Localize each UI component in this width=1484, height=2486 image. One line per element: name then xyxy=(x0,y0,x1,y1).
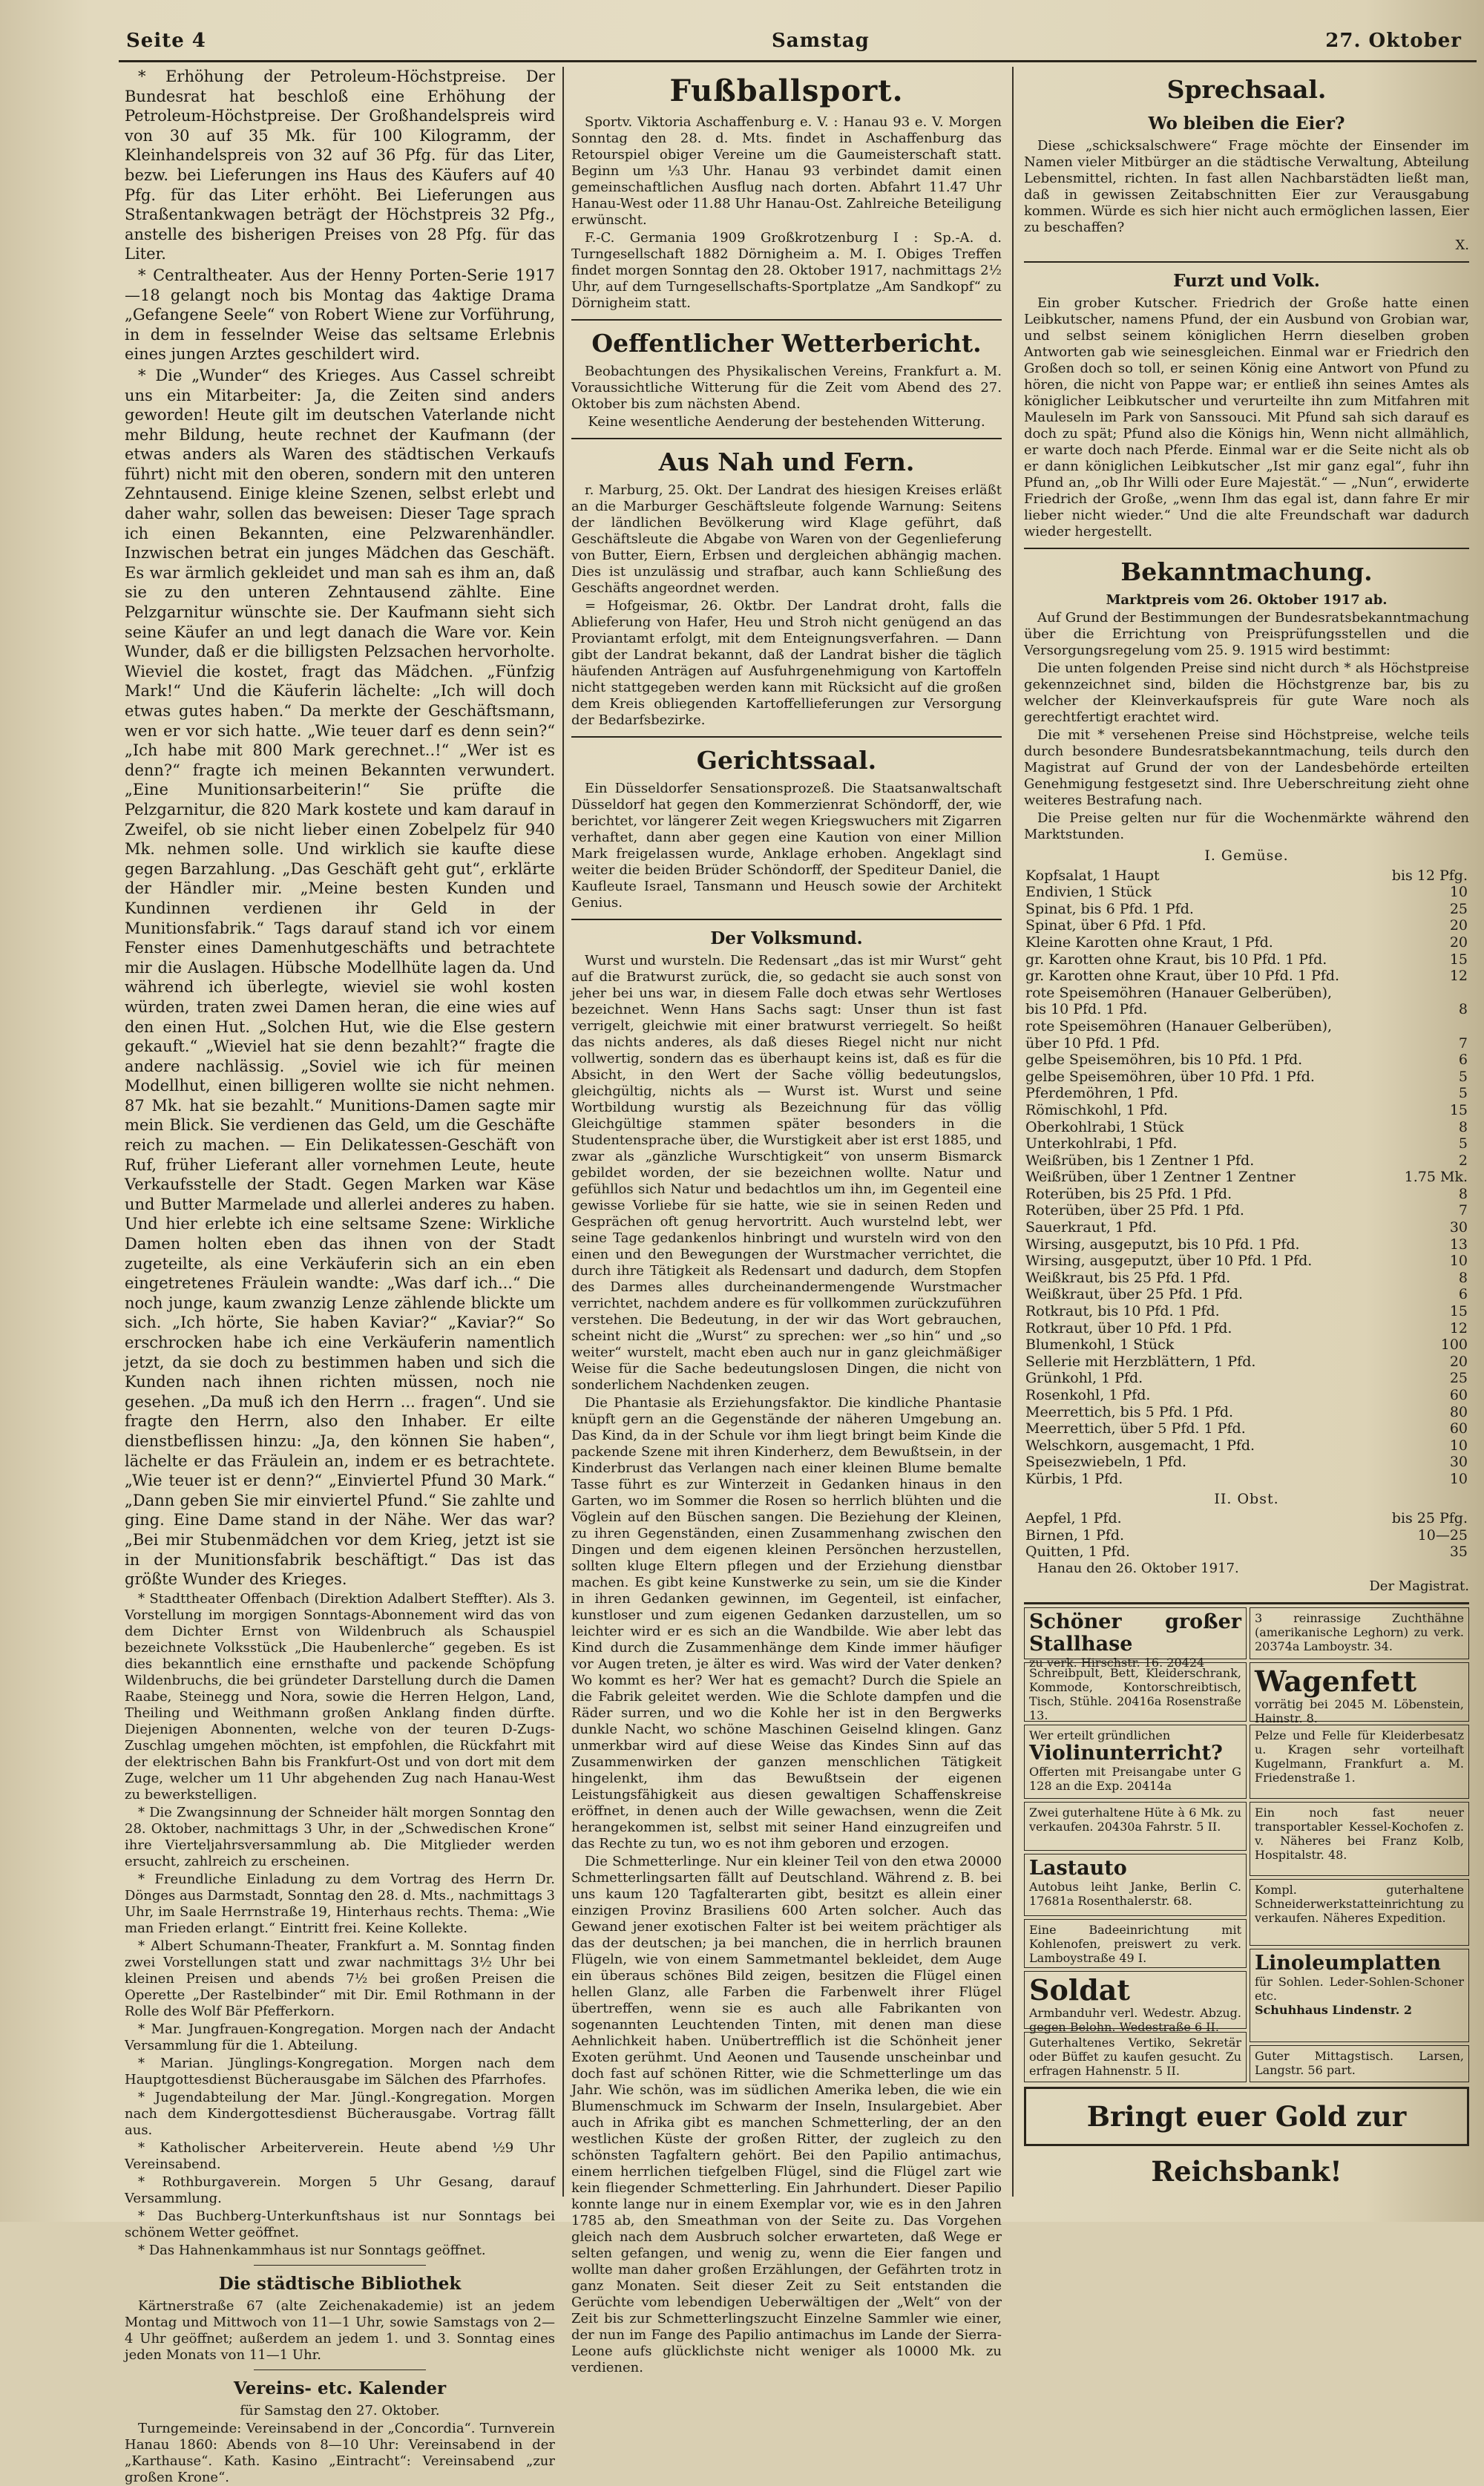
bek-subheading: Marktpreis vom 26. Oktober 1917 ab. xyxy=(1106,592,1388,608)
calendar-subheading: für Samstag den 27. Oktober. xyxy=(240,2402,440,2418)
ad-badeeinrichtung xyxy=(1024,1919,1247,1968)
price-row xyxy=(1024,1035,1469,1052)
ad-wagenfett-title: Wagenfett xyxy=(1255,1664,1416,1698)
price-item: Birnen, 1 Pfd. xyxy=(1025,1526,1125,1544)
price-item: Speisezwiebeln, 1 Pfd. xyxy=(1025,1454,1187,1471)
ad-stallhase-title: Schöner großer Stallhase xyxy=(1029,1610,1241,1656)
price-row xyxy=(1024,1370,1469,1387)
price-value: 7 xyxy=(1458,1034,1468,1052)
price-value: 13 xyxy=(1449,1236,1468,1253)
price-row xyxy=(1024,1169,1469,1186)
price-item: Meerrettich, bis 5 Pfd. 1 Pfd. xyxy=(1025,1403,1234,1420)
price-item: Kleine Karotten ohne Kraut, 1 Pfd. xyxy=(1025,934,1273,951)
calendar-heading: Vereins- etc. Kalender xyxy=(233,2378,447,2398)
price-value: 100 xyxy=(1440,1337,1468,1354)
price-item: Wirsing, ausgeputzt, bis 10 Pfd. 1 Pfd. xyxy=(1025,1236,1300,1253)
divider xyxy=(1024,548,1469,549)
divider xyxy=(571,736,1002,738)
price-row xyxy=(1024,1119,1469,1136)
ad-stallhase xyxy=(1024,1607,1247,1670)
article-schumann-theater: * Albert Schumann-Theater, Frankfurt a. M. Sonntag finden zwei Vorstellungen statt und zwar nachmittags 3½ Uhr bei kleinen Preisen und abends 7½ bei großen Preisen die Operette „Der Rastelbinder“ mit Dir. Emil Rothmann in der Rolle des Wolf Bär Pfefferkorn. xyxy=(125,1938,555,2019)
price-group-heading xyxy=(1024,844,1469,868)
weekday: Samstag xyxy=(772,30,870,52)
notice-rothburga: * Rothburgaverein. Morgen 5 Uhr Gesang, darauf Versammlung. xyxy=(125,2174,555,2206)
column-rule xyxy=(1012,67,1014,2197)
price-value: 8 xyxy=(1458,1118,1468,1135)
bek-date: Hanau den 26. Oktober 1917. xyxy=(1037,1560,1239,1576)
price-item: Endivien, 1 Stück xyxy=(1025,884,1152,901)
column-middle xyxy=(571,67,1002,2375)
weather-forecast: Keine wesentliche Aenderung der bestehenden Witterung. xyxy=(588,414,985,430)
library-heading: Die städtische Bibliothek xyxy=(218,2273,462,2294)
price-row xyxy=(1024,1186,1469,1203)
price-value: 10—25 xyxy=(1417,1526,1468,1544)
divider xyxy=(571,319,1002,321)
price-value: 10 xyxy=(1449,1470,1468,1487)
article-hofgeismar: = Hofgeismar, 26. Oktbr. Der Landrat droht, falls die Ablieferung von Hafer, Heu und Stroh nicht genügend an das Proviantamt erfolgt, mit dem Enteignungsverfahren. — Dann gibt der Landrat bekannt, daß der Landrat bisher die täglich häufenden Anträgen auf Ausfuhrgenehmigung von Kartoffeln nicht stattgegeben werden kann mit Rücksicht auf die großen dem Kreis obliegenden Kartoffellieferungen zur Versorgung der Bedarfsbezirke. xyxy=(571,598,1002,728)
article-schmetterlinge: Die Schmetterlinge. Nur ein kleiner Teil von den etwa 20000 Schmetterlingsarten fällt auf Deutschland. Während z. B. bei uns kaum 120 Tagfalterarten gibt, besitzt es allein einer einzigen Provinz Brasiliens 600 Arten solcher. Auch das Gewand jener exotischen Falter ist bei weitem prächtiger als das der deutschen; ja bei manchen, die in herrlich braunen Flügeln, wie von einem Sammetmantel bekleidet, dem Auge ein überaus schönes Bild zeigen, besitzen die Flügel einen hellen Glanz, alle Farben die Farbenwelt ihrer Flügel übertreffen, wenn sie es auch alle Fabrikanten von sogenannten Leuchtenden Tinten, mit denen man diese Aehnlichkeit haben. Unübertrefflich ist die Schönheit jener Exoten gerühmt. Und Aeonen und Tausende unscheinbar und doch fast auf schönen Ritter, wie die Schmetterlinge um das Jahr. Wie schön, was im südlichen Amerika leben, die wie ein Blumenschmuck im Schwarm der Inseln, Insulargebiet. Aber auch in Afrika gibt es manchen Schmetterling, der an den westlichen Küste der großen Ritter, der zugleich zu den schönsten Tagfaltern gehört. Bei den Papilio antimachus, einem herrlichen tiefgelben Flügel, sind die Flügel zart wie kein fliegender Schmetterling. Ein Jahrhundert. Dieser Papilio konnte lange nur in einem Exemplar vor, wie es in den Jahren 1785 ab, den Smeathman von der Seite zu. Das Vorgehen gleich nach dem Ausbruch solcher erwarteten, daß Wege er selten gefangen, und wenig zu, wenn die Eier fangen und wollte man daher großen Erzählungen, der Gefährten trotz in ganz Monaten. Seit dieser Zeit zu Seit entstanden die Gerüchte vom lebendigen Ueberwältigen der „Welt“ von der Zeit bis zur Schmetterlingszucht Einzelne Sammler wie einer, der nun im Fange des Papilio antimachus im Lande der Sierra-Leone aufs glücklichste nicht weniger als 10000 Mk. zu verdienen. xyxy=(571,1854,1002,2375)
price-item: gr. Karotten ohne Kraut, bis 10 Pfd. 1 Pfd. xyxy=(1025,951,1327,968)
ad-mittagstisch-text: Guter Mittagstisch. Larsen, Langstr. 56 part. xyxy=(1255,2048,1464,2077)
price-item: Sellerie mit Herzblättern, 1 Pfd. xyxy=(1025,1353,1256,1370)
article-phantasie: Die Phantasie als Erziehungsfaktor. Die kindliche Phantasie knüpft gern an die Gegenstände der näheren Umgebung an. Das Kind, da in der Schule vor ihm liegt bringt beim Kinde die packende Szene mit ihren Kinderherz, dem Bewußtsein, in der Kinderbrust das Verlangen nach einer kleinen Blume bemalte Tasse führt es zur Winterzeit in Gedanken hinaus in den Garten, wo im Sommer die Rosen so herrlich blühten und die Vöglein auf den Büschen sangen. Die Beziehung der Kleinen, zu ihren Gegenständen, einen Zusammenhang zwischen den Dingen und dem eigenen kleinen Persönchen herzustellen, sollten kluge Eltern pflegen und der Erziehung dienstbar machen. Es gibt keine Kunstwerke zu sein, um sie die Kinder in ihren Gedanken gewinnen, im Gegenteil, ist einfacher, kunstloser und zum eigenen Gedanken darzustellen, um so leichter wird er es sich an die Wandbilde. Wie aber lebt das Kind durch die Zusammenhänge dem Kinde immer häufiger vor Augen treten, je älter es wird. Was wird der Vater denken? Wo kommt es her? Wer hat es gemacht? Durch die Spiele an die Fabrik geleitet werden. Wie die Schlote dampfen und die Räder surren, und wo die Kohle her ist in den Bergwerks dunkle Nacht, wo schöne Maschinen Geiselnd klingen. Ganz unmerkbar wird auf diese Weise das Kindes Sinn auf das Zusammenwirken der ganzen menschlichen Tätigkeit hingelenkt, ihm das Bewußtsein der eigenen Leistungsfähigkeit aus diesen gewaltigen Schaffenskreise eröffnet, in denen auch der Wille gewachsen, wenn die Zeit herangekommen ist, selbst mit seiner Hand einzugreifen und das Rechte zu tun, wo es not ihm geboren und erzogen. xyxy=(571,1395,1002,1852)
ad-linoleum-text: für Sohlen. Leder-Sohlen-Schoner etc. xyxy=(1255,1974,1464,2003)
price-row xyxy=(1024,1052,1469,1069)
ad-lastauto xyxy=(1024,1854,1247,1916)
price-value: 15 xyxy=(1449,1101,1468,1118)
ad-soldat xyxy=(1024,1971,1247,2034)
price-value: 35 xyxy=(1449,1544,1468,1561)
price-value: 10 xyxy=(1449,1253,1468,1270)
page-number: Seite 4 xyxy=(126,30,206,52)
price-row xyxy=(1024,1354,1469,1371)
article-marburg: r. Marburg, 25. Okt. Der Landrat des hiesigen Kreises erläßt an die Marburger Geschäftsleute folgende Warnung: Seitens der ländlichen Bevölkerung wird Klage geführt, daß Geschäftsleute die Abgabe von Waren von der Gegenlieferung von Butter, Eiern, Erbsen und dergleichen abhängig machen. Dies ist unzulässig und strafbar, auch kann Schließung des Geschäfts angeordnet werden. xyxy=(571,482,1002,596)
ad-violin-text: Offerten mit Preisangabe unter G 128 an die Exp. 20414a xyxy=(1029,1764,1241,1793)
article-stadttheater: * Stadttheater Offenbach (Direktion Adalbert Steffter). Als 3. Vorstellung im morgigen Sonntags-Abonnement wird das von dem Dichter Ernst von Wildenbruch als Schauspiel bezeichnete Volksstück „Die Haubenlerche“ gegeben. Es ist dies bekanntlich eine ernsthafte und packende Schöpfung Wildenbruchs, die bei gründeter Darstellung durch die Damen Raabe, Steinegg und Nora, sowie die Herren Helgon, Land, Theiling und Weithmann großen Anklang finden dürfte. Diejenigen Abonnenten, welche von der teuren D-Zugs-Zuschlag umgehen möchten, ist empfohlen, die Rückfahrt mit der elektrischen Bahn bis Frankfurt-Ost und von dort mit dem Zuge, welcher um 11 Uhr abgehenden Zug nach Hanau-West zu bewerkstelligen. xyxy=(125,1590,555,1803)
price-table-body xyxy=(1024,844,1469,1561)
price-value: 10 xyxy=(1449,884,1468,901)
heading-volksmund: Der Volksmund. xyxy=(710,928,863,948)
price-row xyxy=(1024,1152,1469,1170)
heading-gerichtssaal: Gerichtssaal. xyxy=(696,746,877,775)
price-value: 15 xyxy=(1449,951,1468,968)
price-row xyxy=(1024,1303,1469,1320)
ad-kesselofen xyxy=(1250,1802,1469,1876)
price-row xyxy=(1024,1437,1469,1454)
heading-bekanntmachung: Bekanntmachung. xyxy=(1120,557,1373,586)
ad-mittagstisch xyxy=(1250,2045,1469,2082)
price-value: 2 xyxy=(1458,1152,1468,1169)
price-group-label: II. Obst. xyxy=(1214,1490,1279,1507)
price-value: 20 xyxy=(1449,934,1468,951)
price-row xyxy=(1024,1544,1469,1561)
ad-huete xyxy=(1024,1802,1247,1851)
price-item: rote Speisemöhren (Hanauer Gelberüben), xyxy=(1025,984,1333,1001)
bek-para-2: Die unten folgenden Preise sind nicht durch * als Höchstpreise gekennzeichnet sind, bilden die Höchstgrenze bar, bis zu welcher der Kleinverkaufspreis für gute Ware noch als gerechtfertigt erachtet wird. xyxy=(1024,660,1469,725)
article-eier: Diese „schicksalschwere“ Frage möchte der Einsender im Namen vieler Mitbürger an die städtische Verwaltung, Abteilung Lebensmittel, richten. In fast allen Nachbarstädten ließt man, daß in gewissen Zeitabschnitten Eier zur Verausgabung kommen. Würde es sich hier nicht auch ermöglichen lassen, Eier zu beschaffen? xyxy=(1024,138,1469,235)
price-row xyxy=(1024,985,1469,1002)
price-row xyxy=(1024,868,1469,885)
price-item: Weißkraut, bis 25 Pfd. 1 Pfd. xyxy=(1025,1269,1231,1286)
date: 27. Oktober xyxy=(1325,30,1462,52)
price-row xyxy=(1024,968,1469,985)
notice-juenglinge: * Marian. Jünglings-Kongregation. Morgen nach dem Hauptgottesdienst Bücherausgabe im Sälchen des Pfarrhofes. xyxy=(125,2055,555,2087)
price-row xyxy=(1024,1320,1469,1337)
price-item: Pferdemöhren, 1 Pfd. xyxy=(1025,1085,1179,1102)
price-item: Weißkraut, über 25 Pfd. 1 Pfd. xyxy=(1025,1286,1244,1303)
ads-section xyxy=(1024,1602,1469,2188)
price-item: Römischkohl, 1 Pfd. xyxy=(1025,1101,1168,1118)
divider xyxy=(1024,261,1469,263)
price-row xyxy=(1024,1404,1469,1421)
price-item: Quitten, 1 Pfd. xyxy=(1025,1544,1130,1561)
price-row xyxy=(1024,884,1469,901)
price-row xyxy=(1024,1527,1469,1544)
price-item: Spinat, über 6 Pfd. 1 Pfd. xyxy=(1025,917,1206,934)
divider xyxy=(571,919,1002,920)
price-value: 12 xyxy=(1449,968,1468,985)
price-row xyxy=(1024,1069,1469,1086)
bek-signature: Der Magistrat. xyxy=(1369,1578,1469,1594)
column-right xyxy=(1024,67,1469,2204)
ad-stallhase-text: zu verk. Hirschstr. 16. 20424 xyxy=(1029,1655,1205,1670)
article-einladung: * Freundliche Einladung zu dem Vortrag des Herrn Dr. Dönges aus Darmstadt, Sonntag den 28. d. Mts., nachmittags 3 Uhr, im Saale Herrnstraße 19, Hinterhaus rechts. Thema: „Wie man Frieden erlangt.“ Eintritt frei. Keine Kollekte. xyxy=(125,1871,555,1936)
price-value: 5 xyxy=(1458,1085,1468,1102)
price-row xyxy=(1024,934,1469,951)
ad-schneider-text: Kompl. guterhaltene Schneiderwerkstatteinrichtung zu verkaufen. Näheres Expedition. xyxy=(1255,1882,1464,1925)
price-item: über 10 Pfd. 1 Pfd. xyxy=(1025,1034,1160,1052)
price-value: 8 xyxy=(1458,1001,1468,1018)
price-row xyxy=(1024,1018,1469,1035)
ad-vertiko-text: Guterhaltenes Vertiko, Sekretär oder Büffet zu kaufen gesucht. Zu erfragen Hahnenstr. 5 II. xyxy=(1029,2035,1241,2078)
article-kutscher: Ein grober Kutscher. Friedrich der Große hatte einen Leibkutscher, namens Pfund, der ein Ausbund von Grobian war, und selbst seinem königlichen Herrn dieselben groben Antworten gab wie seinesgleichen. Einmal war er Friedrich den Großen doch so toll, er seinen König eine Antwort von Pfund zu hören, die nicht von Pappe war; er entließ ihn seines Amtes als königlicher Leibkutscher und verurteilte ihn zum Mitfahren mit Mauleseln im Park von Sanssouci. Mit Pfund sah sich darauf es doch zu spät; Pfund also die Königs hin, Wenn nicht allmählich, er warte doch nach Pferde. Einmal war er die Seite nicht als ob er dann königlichen Leibkutscher „Ist mir ganz egal“, fuhr ihn Pfund an, „ob Ihr Willi oder Eure Majestät.“ — „Nun“, erwiderte Friedrich der Große, „wenn Ihm das egal ist, dann fahre Er mir lieber nicht wieder.“ Und die alte Freundschaft war dadurch wieder hergestellt. xyxy=(1024,295,1469,539)
price-row xyxy=(1024,1135,1469,1152)
column-left xyxy=(125,67,555,2485)
price-item: Meerrettich, über 5 Pfd. 1 Pfd. xyxy=(1025,1420,1246,1437)
price-value: 5 xyxy=(1458,1135,1468,1152)
price-item: Oberkohlrabi, 1 Stück xyxy=(1025,1118,1184,1135)
price-item: Sauerkraut, 1 Pfd. xyxy=(1025,1219,1157,1236)
price-item: gelbe Speisemöhren, bis 10 Pfd. 1 Pfd. xyxy=(1025,1052,1303,1069)
article-petroleum: * Erhöhung der Petroleum-Höchstpreise. Der Bundesrat hat beschloß eine Erhöhung der Petroleum-Höchstpreise. Der Großhandelspreis wird von 30 auf 35 Mk. für 100 Kilogramm, der Kleinhandelspreis von 32 auf 36 Pfg. für das Liter, bezw. bei Lieferungen ins Haus des Käufers auf 40 Pfg. für das Liter erhöht. Bei Lieferungen aus Straßentankwagen beträgt der Höchstpreis 32 Pfg., anstelle des bisherigen Preises von 28 Pfg. für das Liter. xyxy=(125,68,555,263)
price-row xyxy=(1024,1202,1469,1219)
library-text: Kärtnerstraße 67 (alte Zeichenakademie) ist an jedem Montag und Mittwoch von 11—1 Uhr, sowie Samstags von 2—4 Uhr geöffnet; außerdem an jedem 1. und 3. Sonntag eines jeden Monats von 11—1 Uhr. xyxy=(125,2298,555,2363)
ad-violin-pretext: Wer erteilt gründlichen xyxy=(1029,1728,1171,1742)
price-group-label: I. Gemüse. xyxy=(1204,847,1289,864)
price-row xyxy=(1024,1510,1469,1527)
price-value: bis 25 Pfg. xyxy=(1391,1510,1468,1527)
article-schneider: * Die Zwangsinnung der Schneider hält morgen Sonntag den 28. Oktober, nachmittags 3 Uhr, in der „Schwedischen Krone“ ihre Vierteljahrsversammlung ab. Die Mitglieder werden ersucht, zahlreich zu erscheinen. xyxy=(125,1804,555,1869)
price-value: 1.75 Mk. xyxy=(1404,1169,1468,1186)
price-value: 12 xyxy=(1449,1319,1468,1337)
ad-soldat-text: Armbanduhr verl. Wedestr. Abzug. gegen Belohn. Wedestraße 6 II. xyxy=(1029,2005,1241,2034)
price-row xyxy=(1024,1219,1469,1236)
price-row xyxy=(1024,951,1469,968)
price-item: Roterüben, über 25 Pfd. 1 Pfd. xyxy=(1025,1202,1244,1219)
price-row xyxy=(1024,1085,1469,1102)
price-row xyxy=(1024,1420,1469,1437)
price-item: bis 10 Pfd. 1 Pfd. xyxy=(1025,1001,1148,1018)
price-value: bis 12 Pfg. xyxy=(1391,867,1468,884)
price-row xyxy=(1024,1253,1469,1270)
price-item: Rosenkohl, 1 Pfd. xyxy=(1025,1387,1151,1403)
price-value: 5 xyxy=(1458,1068,1468,1085)
price-value xyxy=(1388,985,1469,1002)
column-rule xyxy=(562,67,564,2197)
heading-furzt-und-volk: Furzt und Volk. xyxy=(1173,271,1320,291)
ad-vertiko xyxy=(1024,2032,1247,2082)
price-row xyxy=(1024,1102,1469,1119)
price-item: Kopfsalat, 1 Haupt xyxy=(1025,867,1160,884)
price-value: 25 xyxy=(1449,900,1468,917)
price-table xyxy=(1024,844,1469,1561)
banner-reichsbank: Bringt euer Gold zur Reichsbank! xyxy=(1024,2087,1469,2146)
price-row xyxy=(1024,901,1469,918)
notice-jugendabteilung: * Jugendabteilung der Mar. Jüngl.-Kongregation. Morgen nach dem Kindergottesdienst Bücherausgabe. Vortrag fällt aus. xyxy=(125,2089,555,2138)
notice-arbeiterverein: * Katholischer Arbeiterverein. Heute abend ½9 Uhr Vereinsabend. xyxy=(125,2139,555,2172)
price-row xyxy=(1024,1387,1469,1404)
divider xyxy=(254,2369,426,2370)
article-wurst: Wurst und wursteln. Die Redensart „das ist mir Wurst“ geht auf die Bratwurst zurück, die, so gedacht sie auch sonst von jeher bei uns war, in diesem Falle doch etwas sehr Wertloses bezeichnet. Wenn Hans Sachs sagt: Unser thun ist fast verrigelt, gleichwie mit einer bratwurst verriegelt. So heißt das nichts anderes, als daß dieses Riegel nicht nur nicht vollwertig, sondern das es überhaupt keins ist, daß es für die Absicht, in den Wert der Sache völlig bedeutungslos, gleichgültig, nichts als — Wurst ist. Wurst und seine Wortbildung wurstig als Bezeichnung für das völlig Gleichgültige stammen später besonders in die Studentensprache über, die Wurstigkeit aber ist erst 1885, und zwar als „gänzliche Wurschtigkeit“ von unserm Bismarck gebildet worden, der sie bezeichnen wollte. Natur und gefühllos sich Natur und bedachtlos um ihn, im Gegenteil eine gewisse Vorliebe für sie hatte, wie sie in seinen Reden und Gesprächen oft genug hervortritt. Auch wurstelnd lebt, wer seine Tage gedankenlos hinbringt und wursteln wird von den einen und den Bewegungen der Wurstmacher verrichtet, die durch ihre Tätigkeit als Redensart und dadurch, dem Stopfen des Darmes alles durcheinandermengende Wurstmacher verrichtet, nachdem andere es für vollkommen zurückzuführen verstehen. Die Bedeutung, in der wir das Wort gebrauchen, scheint nicht die „Wurst“ zu sprechen: wer „so hin“ und „so weiter“ wurstelt, macht eben auch nur in ganz gleichmäßiger Weise für die Sache bedeutungslosen Dingen, die nicht von sonderlichem Nachdenken zeugen. xyxy=(571,953,1002,1393)
price-item: Aepfel, 1 Pfd. xyxy=(1025,1510,1122,1527)
price-value xyxy=(1388,1018,1469,1035)
article-viktoria: Sportv. Viktoria Aschaffenburg e. V. : Hanau 93 e. V. Morgen Sonntag den 28. d. Mts. findet in Aschaffenburg das Retourspiel obiger Vereine um die Gaumeisterschaft statt. Beginn um ⅓3 Uhr. Hanau 93 verbindet damit einen gemeinschaftlichen Ausflug nach dorten. Abfahrt 11.47 Uhr Hanau-West oder 11.88 Uhr Hanau-Ost. Zahlreiche Beteiligung erwünscht. xyxy=(571,114,1002,228)
price-row xyxy=(1024,1471,1469,1488)
ad-schneiderwerkstatt xyxy=(1250,1879,1469,1946)
price-row xyxy=(1024,1270,1469,1287)
price-item: rote Speisemöhren (Hanauer Gelberüben), xyxy=(1025,1017,1333,1034)
price-value: 60 xyxy=(1449,1387,1468,1403)
price-value: 7 xyxy=(1458,1202,1468,1219)
price-value: 8 xyxy=(1458,1269,1468,1286)
price-item: Welschkorn, ausgemacht, 1 Pfd. xyxy=(1025,1437,1255,1454)
price-row xyxy=(1024,917,1469,934)
article-eier-signature: X. xyxy=(1455,237,1469,253)
calendar-text: Turngemeinde: Vereinsabend in der „Concordia“. Turnverein Hanau 1860: Abends von 8—10 Uhr: Vereinsabend in der „Karthause“. Kath. Kasino „Eintracht“: Vereinsabend „zur großen Krone“. xyxy=(125,2420,555,2485)
price-item: Weißrüben, bis 1 Zentner 1 Pfd. xyxy=(1025,1152,1255,1169)
ad-zuchthaehne xyxy=(1250,1607,1469,1659)
ad-violin-title: Violinunterricht? xyxy=(1029,1741,1223,1765)
price-row xyxy=(1024,1001,1469,1018)
price-value: 8 xyxy=(1458,1185,1468,1202)
divider xyxy=(254,2265,426,2266)
heading-sprechsaal: Sprechsaal. xyxy=(1166,75,1327,104)
article-sensationsprozess: Ein Düsseldorfer Sensationsprozeß. Die Staatsanwaltschaft Düsseldorf hat gegen den Kommerzienrat Schöndorff, der, wie berichtet, vor längerer Zeit wegen Kriegswuchers mit Zigarren verhaftet, dann aber gegen eine Kaution von einer Million Mark freigelassen wurde, Anklage erhoben. Angeklagt sind weiter die beiden Brüder Schöndorff, der Spediteur Daniel, die Kaufleute Israel, Tansmann und Heusch sowie der Architekt Genius. xyxy=(571,781,1002,911)
ad-huete-text: Zwei guterhaltene Hüte à 6 Mk. zu verkaufen. 20430a Fahrstr. 5 II. xyxy=(1029,1805,1241,1834)
price-item: Rotkraut, über 10 Pfd. 1 Pfd. xyxy=(1025,1319,1232,1337)
price-item: gelbe Speisemöhren, über 10 Pfd. 1 Pfd. xyxy=(1025,1068,1315,1085)
divider xyxy=(571,438,1002,439)
price-value: 25 xyxy=(1449,1370,1468,1387)
price-value: 60 xyxy=(1449,1420,1468,1437)
price-item: gr. Karotten ohne Kraut, über 10 Pfd. 1 Pfd. xyxy=(1025,968,1340,985)
price-row xyxy=(1024,1337,1469,1354)
price-item: Rotkraut, bis 10 Pfd. 1 Pfd. xyxy=(1025,1303,1220,1320)
heading-aus-nah-und-fern: Aus Nah und Fern. xyxy=(658,447,915,476)
article-germania: F.-C. Germania 1909 Großkrotzenburg I : Sp.-A. d. Turngesellschaft 1882 Dörnigheim a. M. I. Obiges Treffen findet morgen Sonntag den 28. Oktober 1917, nachmittags 2½ Uhr, auf dem Turngesellschafts-Sportplatze „Am Sandkopf“ zu Dörnigheim statt. xyxy=(571,230,1002,311)
price-value: 20 xyxy=(1449,917,1468,934)
ad-wagenfett-text: vorrätig bei 2045 M. Löbenstein, Hainstr. 8. xyxy=(1255,1696,1464,1725)
ad-linoleum-title: Linoleumplatten xyxy=(1255,1951,1441,1975)
price-value: 6 xyxy=(1458,1052,1468,1069)
ad-wagenfett xyxy=(1250,1662,1469,1725)
notice-hahnenkamm: * Das Hahnenkammhaus ist nur Sonntags geöffnet. xyxy=(138,2242,486,2258)
price-value: 20 xyxy=(1449,1353,1468,1370)
price-value: 30 xyxy=(1449,1454,1468,1471)
price-value: 80 xyxy=(1449,1403,1468,1420)
price-value: 10 xyxy=(1449,1437,1468,1454)
ad-kessel-text: Ein noch fast neuer transportabler Kessel-Kochofen z. v. Näheres bei Franz Kolb, Hospitalstr. 48. xyxy=(1255,1805,1464,1862)
ad-linoleum-shop: Schuhhaus Lindenstr. 2 xyxy=(1255,2002,1412,2017)
masthead xyxy=(119,25,1477,62)
heading-wetterbericht: Oeffentlicher Wetterbericht. xyxy=(591,329,982,358)
price-item: Wirsing, ausgeputzt, über 10 Pfd. 1 Pfd. xyxy=(1025,1253,1313,1270)
ad-soldat-title: Soldat xyxy=(1029,1972,1130,2007)
price-item: Unterkohlrabi, 1 Pfd. xyxy=(1025,1135,1178,1152)
heading-fussballsport: Fußballsport. xyxy=(669,73,904,108)
ad-schreibpult-text: Schreibpult, Bett, Kleiderschrank, Kommode, Kontorschreibtisch, Tisch, Stühle. 20416a Rosenstraße 13. xyxy=(1029,1665,1241,1722)
price-item: Roterüben, bis 25 Pfd. 1 Pfd. xyxy=(1025,1185,1232,1202)
ad-schreibpult xyxy=(1024,1662,1247,1722)
ad-linoleumplatten xyxy=(1250,1949,1469,2042)
price-item: Blumenkohl, 1 Stück xyxy=(1025,1337,1175,1354)
bek-para-1: Auf Grund der Bestimmungen der Bundesratsbekanntmachung über die Errichtung von Preisprüfungsstellen und die Versorgungsregelung vom 25. 9. 1915 wird bestimmt: xyxy=(1024,610,1469,658)
weather-text: Beobachtungen des Physikalischen Vereins, Frankfurt a. M. Voraussichtliche Witterung für die Zeit vom Abend des 27. Oktober bis zum nächsten Abend. xyxy=(571,364,1002,412)
price-value: 30 xyxy=(1449,1219,1468,1236)
price-row xyxy=(1024,1236,1469,1253)
bek-para-4: Die Preise gelten nur für die Wochenmärkte während den Marktstunden. xyxy=(1024,810,1469,842)
ad-zuchthaehne-text: 3 reinrassige Zuchthähne (amerikanische Leghorn) zu verk. 20374a Lamboystr. 34. xyxy=(1255,1610,1464,1653)
price-row xyxy=(1024,1454,1469,1471)
price-item: Grünkohl, 1 Pfd. xyxy=(1025,1370,1143,1387)
ad-bade-text: Eine Badeeinrichtung mit Kohlenofen, preiswert zu verk. Lamboystraße 49 I. xyxy=(1029,1922,1241,1965)
price-value: 15 xyxy=(1449,1303,1468,1320)
ad-lastauto-title: Lastauto xyxy=(1029,1856,1127,1880)
article-wunder-des-krieges: * Die „Wunder“ des Krieges. Aus Cassel schreibt uns ein Mitarbeiter: Ja, die Zeiten sind anders geworden! Heute gilt im deutschen Vaterlande nicht mehr Bildung, heute rechnet der Kaufmann (der etwas anders als Waren des städtischen Verkaufs führt) nicht mit den oberen, sondern mit den unteren Zehntausend. Einige kleine Szenen, selbst erlebt und daher wahr, sollen das beweisen: Dieser Tage sprach ich einen Bekannten, eine Pelzwarenhändler. Inzwischen betrat ein junges Mädchen das Geschäft. Es war ärmlich gekleidet und man sah es ihm an, daß sie zu den unteren Zehntausend zählte. Eine Pelzgarnitur wünschte sie. Der Kaufmann sieht sich seine Käufer an und legt danach die Ware vor. Kein Wunder, daß er die billigsten Pelzsachen hervorholte. Wieviel die kostet, fragt das Mädchen. „Fünfzig Mark!“ Und die Käuferin lächelte: „Ich will doch etwas gutes haben.“ Da merkte der Geschäftsmann, wen er vor sich hatte. „Wie teuer darf es denn sein?“ „Ich habe mit 800 Mark gerechnet..!“ „Wer ist es denn?“ fragte ich meinen Bekannten verwundert. „Eine Munitionsarbeiterin!“ Sie prüfte die Pelzgarnitur, die 820 Mark kostete und kam darauf in Zweifel, ob sie nicht lieber einen Zobelpelz für 940 Mk. nehmen solle. Und wirklich sie kaufte diese gegen Barzahlung. „Das Geschäft geht gut“, erklärte der Händler mir. „Meine besten Kunden und Kundinnen verdienen ihr Geld in der Munitionsfabrik.“ Tags darauf stand ich vor einem Fenster eines Damenhutgeschäfts und betrachtete mir die Auslagen. Hübsche Modellhüte lagen da. Und während ich überlegte, wieviel sie wohl kosten würden, traten zwei Damen heran, die eine wies auf den einen Hut. „Solchen Hut, wie die Else gestern gekauft.“ „Wieviel hat sie denn bezahlt?“ fragte die andere nachlässig. „Soviel wie ich für meinen Modellhut, einen billigeren wollte sie nicht nehmen. 87 Mk. hat sie bezahlt.“ Munitions-Damen sagte mir mein Blick. Sie verdienen das Geld, um die Geschäfte reich zu machen. — Ein Delikatessen-Geschäft von Ruf, früher Lieferant aller vornehmen Leute, heute Verkaufsstelle der Stadt. Gegen Marken war Käse und Butter Marmelade und allerlei anderes zu haben. Und hier erlebte ich eine seltsame Szene: Wirkliche Damen holten eben das ihnen von der Stadt zugeteilte, als eine Verkäuferin sich an ein eben eingetretenes Fräulein wandte: „Was darf ich...“ Die noch junge, kaum zwanzig Lenze zählende blickte um sich. „Ich hörte, Sie haben Kaviar?“ „Kaviar?“ So erschrocken habe ich eine Verkäuferin namentlich jetzt, da sie doch zu bestimmen haben und sich die Kunden nach ihnen richten müssen, noch nie gesehen. „Da muß ich den Herrn ... fragen“. Und sie fragte den Herrn, also den Inhaber. Er eilte dienstbeflissen hinzu: „Ja, den können Sie haben“, lächelte er das Fräulein an, indem er es betrachtete. „Wie teuer ist er denn?“ „Einviertel Pfund 30 Mark.“ „Dann geben Sie mir einviertel Pfund.“ Sie zahlte und ging. Eine Dame stand in der Nähe. Wer das war? „Bei mir Stubenmädchen vor dem Krieg, jetzt ist sie in der Munitionsfabrik beschäftigt.“ Das ist das größte Wunder des Krieges. xyxy=(125,366,555,1589)
notice-buchberg: * Das Buchberg-Unterkunftshaus ist nur Sonntags bei schönem Wetter geöffnet. xyxy=(125,2208,555,2240)
price-item: Weißrüben, über 1 Zentner 1 Zentner xyxy=(1025,1169,1296,1186)
ad-lastauto-text: Autobus leiht Janke, Berlin C. 17681a Rosenthalerstr. 68. xyxy=(1029,1879,1241,1908)
ad-violinunterricht xyxy=(1024,1725,1247,1799)
ad-pelze xyxy=(1250,1725,1469,1799)
article-centraltheater: * Centraltheater. Aus der Henny Porten-Serie 1917—18 gelangt noch bis Montag das 4aktige Drama „Gefangene Seele“ von Robert Wiene zur Vorführung, in dem in fesselnder Weise das seltsame Erlebnis eines jungen Arztes geschildert wird. xyxy=(125,266,555,364)
bek-para-3: Die mit * versehenen Preise sind Höchstpreise, welche teils durch besondere Bundesratsbekanntmachung, teils durch den Magistrat auf Grund der von der Landesbehörde erteilten Genehmigung festgesetzt sind. Ihre Ueberschreitung zieht ohne weiteres Bestrafung nach. xyxy=(1024,727,1469,808)
price-row xyxy=(1024,1286,1469,1303)
price-item: Kürbis, 1 Pfd. xyxy=(1025,1470,1123,1487)
heading-eier: Wo bleiben die Eier? xyxy=(1148,114,1345,134)
price-group-heading xyxy=(1024,1488,1469,1511)
price-item: Spinat, bis 6 Pfd. 1 Pfd. xyxy=(1025,900,1194,917)
notice-jungfrauen: * Mar. Jungfrauen-Kongregation. Morgen nach der Andacht Versammlung für die 1. Abteilung. xyxy=(125,2021,555,2053)
ad-pelze-text: Pelze und Felle für Kleiderbesatz u. Kragen sehr vorteilhaft Kugelmann, Frankfurt a. M. Friedenstraße 1. xyxy=(1255,1728,1464,1785)
price-value: 6 xyxy=(1458,1286,1468,1303)
